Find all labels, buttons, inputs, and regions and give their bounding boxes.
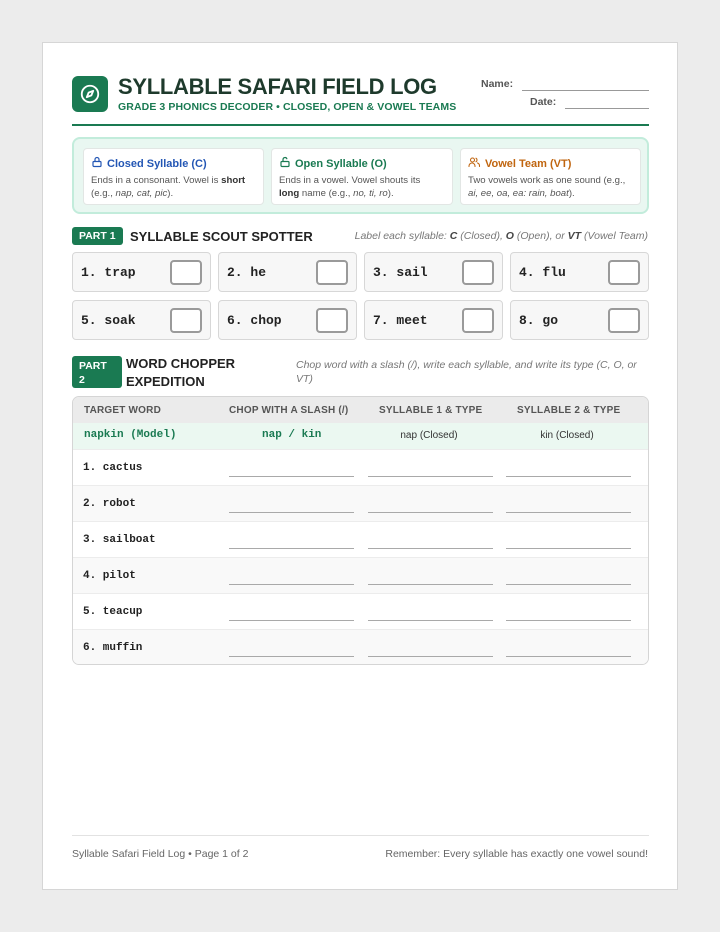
- name-field[interactable]: [522, 90, 649, 91]
- model-syllable-1: nap (Closed): [400, 430, 458, 441]
- syllable-1-answer-line[interactable]: [368, 656, 493, 657]
- legend-vowel-team-desc: Two vowels work as one sound (e.g., ai, ee, oa, ea: rain, boat).: [468, 175, 626, 199]
- footer-page-info: Syllable Safari Field Log • Page 1 of 2: [72, 848, 249, 860]
- spotter-word: 8. go: [519, 313, 559, 328]
- legend-open-desc: Ends in a vowel. Vowel shouts its long name (e.g., no, ti, ro).: [279, 175, 421, 199]
- worksheet-page: [42, 42, 678, 890]
- table-row: [73, 485, 648, 521]
- spotter-word: 3. sail: [373, 265, 428, 280]
- answer-box[interactable]: [316, 260, 348, 285]
- spotter-card: [364, 252, 503, 292]
- legend-card-closed: [83, 148, 264, 205]
- model-row: [73, 423, 648, 449]
- answer-box[interactable]: [608, 260, 640, 285]
- syllable-legend: [72, 137, 649, 214]
- col-syllable-2: SYLLABLE 2 & TYPE: [517, 405, 621, 416]
- syllable-2-answer-line[interactable]: [506, 620, 631, 621]
- table-row: [73, 629, 648, 665]
- lock-closed-icon: [91, 156, 103, 171]
- header-divider: [72, 124, 649, 126]
- users-icon: [468, 156, 481, 171]
- legend-closed-title: Closed Syllable (C): [107, 157, 207, 170]
- table-row: [73, 521, 648, 557]
- name-label: Name:: [481, 78, 514, 90]
- target-word: 4. pilot: [83, 570, 136, 582]
- syllable-2-answer-line[interactable]: [506, 548, 631, 549]
- col-syllable-1: SYLLABLE 1 & TYPE: [379, 405, 483, 416]
- model-chop: nap / kin: [262, 429, 322, 441]
- chop-answer-line[interactable]: [229, 620, 354, 621]
- syllable-2-answer-line[interactable]: [506, 656, 631, 657]
- answer-box[interactable]: [462, 260, 494, 285]
- chop-answer-line[interactable]: [229, 656, 354, 657]
- spotter-card: [364, 300, 503, 340]
- chop-answer-line[interactable]: [229, 512, 354, 513]
- spotter-word: 2. he: [227, 265, 267, 280]
- syllable-2-answer-line[interactable]: [506, 512, 631, 513]
- target-word: 1. cactus: [83, 462, 143, 474]
- spotter-card: [510, 300, 649, 340]
- chop-answer-line[interactable]: [229, 548, 354, 549]
- spotter-card: [72, 252, 211, 292]
- legend-open-title: Open Syllable (O): [295, 157, 387, 170]
- syllable-1-answer-line[interactable]: [368, 620, 493, 621]
- spotter-word: 6. chop: [227, 313, 282, 328]
- syllable-2-answer-line[interactable]: [506, 476, 631, 477]
- part2-instructions: Chop word with a slash (/), write each syllable, and write its type (C, O, or VT): [296, 359, 637, 385]
- syllable-1-answer-line[interactable]: [368, 548, 493, 549]
- answer-box[interactable]: [316, 308, 348, 333]
- legend-card-open: [271, 148, 453, 205]
- spotter-word: 4. flu: [519, 265, 566, 280]
- target-word: 6. muffin: [83, 642, 143, 654]
- answer-box[interactable]: [170, 308, 202, 333]
- table-row: [73, 593, 648, 629]
- table-row: [73, 557, 648, 593]
- page-title: SYLLABLE SAFARI FIELD LOG: [118, 74, 437, 99]
- syllable-1-answer-line[interactable]: [368, 476, 493, 477]
- spotter-word: 1. trap: [81, 265, 136, 280]
- model-syllable-2: kin (Closed): [540, 430, 594, 441]
- compass-icon: [72, 76, 108, 112]
- legend-card-vowel-team: [460, 148, 641, 205]
- lock-open-icon: [279, 156, 291, 171]
- answer-box[interactable]: [462, 308, 494, 333]
- part2-title: WORD CHOPPER EXPEDITION: [126, 356, 236, 389]
- target-word: 2. robot: [83, 498, 136, 510]
- target-word: 3. sailboat: [83, 534, 156, 546]
- target-word: 5. teacup: [83, 606, 143, 618]
- footer-divider: [72, 835, 649, 836]
- part1-title: SYLLABLE SCOUT SPOTTER: [130, 229, 313, 244]
- syllable-1-answer-line[interactable]: [368, 512, 493, 513]
- chop-answer-line[interactable]: [229, 584, 354, 585]
- date-field[interactable]: [565, 108, 649, 109]
- part1-badge: PART 1: [72, 227, 123, 245]
- page-subtitle: GRADE 3 PHONICS DECODER • CLOSED, OPEN & VOWEL TEAMS: [118, 101, 457, 113]
- model-word: napkin (Model): [84, 429, 177, 441]
- table-header: [73, 397, 648, 423]
- spotter-word: 5. soak: [81, 313, 136, 328]
- part2-badge: PART 2: [72, 356, 122, 388]
- spotter-card: [510, 252, 649, 292]
- spotter-card: [72, 300, 211, 340]
- syllable-2-answer-line[interactable]: [506, 584, 631, 585]
- footer-reminder: Remember: Every syllable has exactly one vowel sound!: [385, 848, 648, 860]
- answer-box[interactable]: [608, 308, 640, 333]
- legend-closed-desc: Ends in a consonant. Vowel is short (e.g., nap, cat, pic).: [91, 175, 246, 199]
- col-target-word: TARGET WORD: [84, 405, 162, 416]
- date-label: Date:: [530, 96, 557, 108]
- part1-instructions: Label each syllable: C (Closed), O (Open), or VT (Vowel Team): [354, 230, 648, 242]
- col-chop: CHOP WITH A SLASH (/): [229, 405, 349, 416]
- syllable-1-answer-line[interactable]: [368, 584, 493, 585]
- spotter-card: [218, 252, 357, 292]
- spotter-word: 7. meet: [373, 313, 428, 328]
- word-chopper-table: [72, 396, 649, 665]
- legend-vowel-team-title: Vowel Team (VT): [485, 157, 572, 170]
- answer-box[interactable]: [170, 260, 202, 285]
- table-row: [73, 449, 648, 485]
- spotter-card: [218, 300, 357, 340]
- chop-answer-line[interactable]: [229, 476, 354, 477]
